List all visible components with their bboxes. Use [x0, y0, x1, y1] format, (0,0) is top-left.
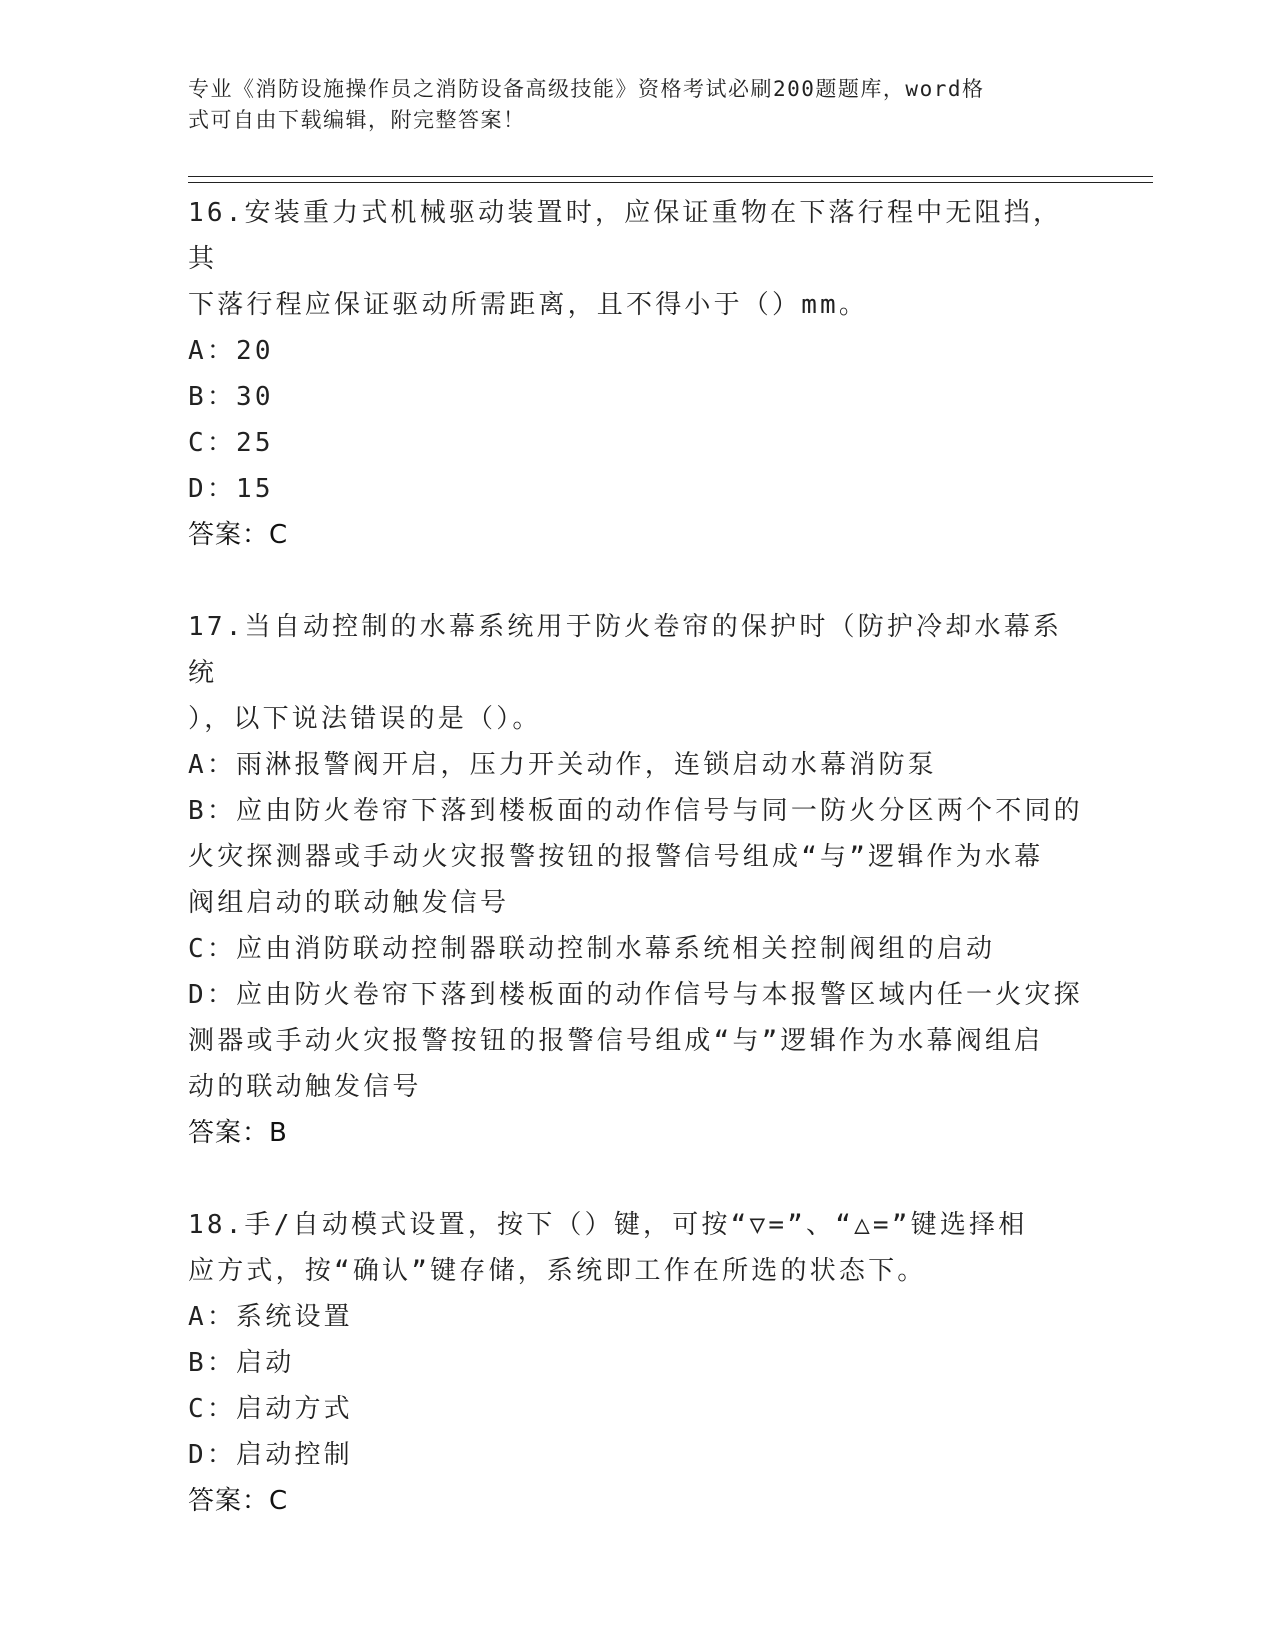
answer-option-line: 火灾探测器或手动火灾报警按钮的报警信号组成“与”逻辑作为水幕: [188, 842, 1044, 872]
header-line-1: 专业《消防设施操作员之消防设备高级技能》资格考试必刷200题题库，word格: [188, 77, 985, 101]
answer-option-line: A：系统设置: [188, 1302, 353, 1332]
question-stem-line: 18.手/自动模式设置，按下（）键，可按“▽=”、“△=”键选择相: [188, 1210, 1028, 1240]
answer-option-line: A：雨淋报警阀开启，压力开关动作，连锁启动水幕消防泵: [188, 750, 937, 780]
correct-answer: 答案：C: [188, 1486, 289, 1516]
question-stem-line: 下落行程应保证驱动所需距离，且不得小于（）mm。: [188, 290, 869, 320]
header-divider-top: [188, 176, 1153, 177]
answer-option-line: 动的联动触发信号: [188, 1072, 422, 1102]
answer-option-line: C：应由消防联动控制器联动控制水幕系统相关控制阀组的启动: [188, 934, 996, 964]
answer-option-line: C：25: [188, 428, 274, 458]
question-stem-line: 16.安装重力式机械驱动装置时，应保证重物在下落行程中无阻挡，其: [188, 198, 1063, 274]
answer-option-line: C：启动方式: [188, 1394, 353, 1424]
question-list: [188, 190, 1088, 1524]
question-stem-line: 17.当自动控制的水幕系统用于防火卷帘的保护时（防护冷却水幕系统: [188, 612, 1063, 688]
answer-option-line: B：应由防火卷帘下落到楼板面的动作信号与同一防火分区两个不同的: [188, 796, 1083, 826]
correct-answer: 答案：B: [188, 1118, 288, 1148]
answer-option-line: D：15: [188, 474, 274, 504]
question-spacer: [188, 558, 1088, 604]
question-block: [188, 604, 1088, 1156]
answer-option-line: B：启动: [188, 1348, 295, 1378]
question-stem-line: ），以下说法错误的是（）。: [188, 704, 542, 734]
header-line-2: 式可自由下载编辑，附完整答案！: [188, 108, 526, 132]
answer-option-line: D：应由防火卷帘下落到楼板面的动作信号与本报警区域内任一火灾探: [188, 980, 1083, 1010]
document-header: [188, 74, 1078, 136]
question-stem-line: 应方式，按“确认”键存储，系统即工作在所选的状态下。: [188, 1256, 927, 1286]
answer-option-line: A：20: [188, 336, 274, 366]
answer-option-line: D：启动控制: [188, 1440, 353, 1470]
question-spacer: [188, 1156, 1088, 1202]
question-block: [188, 190, 1088, 558]
answer-option-line: 测器或手动火灾报警按钮的报警信号组成“与”逻辑作为水幕阀组启: [188, 1026, 1044, 1056]
answer-option-line: B：30: [188, 382, 274, 412]
header-divider-bottom: [188, 182, 1153, 183]
answer-option-line: 阀组启动的联动触发信号: [188, 888, 510, 918]
correct-answer: 答案：C: [188, 520, 289, 550]
question-block: [188, 1202, 1088, 1524]
